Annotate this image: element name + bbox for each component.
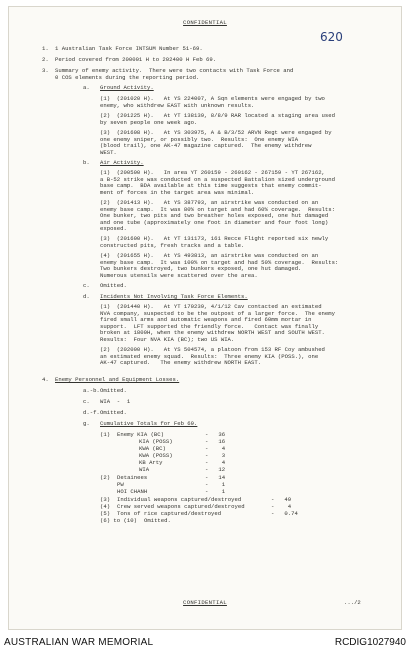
totals-row-label: WIA [139, 466, 150, 473]
text-line: and one tube (approximately one foot in diameter and four foot long) [100, 218, 329, 226]
totals-row-value: - 4 [205, 459, 226, 466]
section-d-heading: Incidents Not Involving Task Force Elements. [100, 293, 248, 300]
text-line: enemy base camp. It was 100% on target and had 50% coverage. Results: [100, 258, 339, 266]
text-line: (3) (201608 H). At YS 303975, A & B/3/52 ARVN Regt were engaged by [100, 129, 332, 136]
totals-row-label: PW [117, 481, 124, 488]
text-line: (2) (202000 H). At YS 504574, a platoon from 153 RF Coy ambushed [100, 346, 325, 353]
losses-c-text: WIA - 1 [100, 398, 131, 405]
text-line: Numerous utensils were scattered over the area. [100, 271, 258, 279]
losses-ab-letter: a.-b. [83, 387, 100, 394]
section-c-letter: c. [83, 282, 90, 289]
totals-row-value: - 36 [205, 431, 226, 438]
totals-3-number: (3) [100, 496, 111, 503]
continuation-marker: .../2 [344, 599, 361, 606]
archive-name: AUSTRALIAN WAR MEMORIAL [4, 637, 154, 648]
text-line: fired small arms and automatic weapons and fired 60mm mortar in [100, 316, 312, 323]
section-c-text: Omitted. [100, 282, 127, 289]
text-line: WEST. [100, 148, 117, 156]
totals-5-label: Tons of rice captured/destroyed [117, 510, 222, 517]
totals-4-label: Crew served weapons captured/destroyed [117, 503, 245, 510]
totals-row-label: Enemy KIA (BC) [117, 431, 164, 438]
totals-row-value: - 16 [205, 438, 226, 445]
text-line: broken at 1800H, when the enemy withdrew NORTH WEST and SOUTH WEST. [100, 329, 325, 336]
item-4-number: 4. [42, 376, 49, 383]
text-line: by seven people one week ago. [100, 118, 198, 126]
text-line: constructed pits, fresh tracks and a table. [100, 241, 245, 249]
text-line: (1) (201440 H). At YT 170239, 4/1/12 Cav contacted an estimated [100, 303, 322, 310]
totals-row-label: KWA (POSS) [139, 452, 173, 459]
text-line: (1) (200500 H). In area YT 260159 - 260162 - 267159 - YT 267162, [100, 169, 325, 176]
text-line: support. LFT supported the friendly force. Contact was finally [100, 322, 319, 330]
text-line: One bunker, two pits and two breather holes exposed, one hut damaged [100, 212, 329, 219]
losses-c-letter: c. [83, 398, 90, 405]
totals-5-value: - 0.74 [271, 510, 298, 517]
totals-row-value: - 1 [205, 481, 226, 488]
item-1-text: 1 Australian Task Force INTSUM Number 51-69. [55, 45, 203, 52]
text-line: NVA company, suspected to be the outpost of a larger force. The enemy [100, 309, 335, 317]
section-a-letter: a. [83, 84, 90, 91]
text-line: (2) (201225 H). At YT 138139, 8/8/9 RAR located a staging area used [100, 112, 335, 119]
text-line: ment of forces in the target area was minimal. [100, 188, 255, 196]
totals-1-number: (1) [100, 431, 111, 438]
totals-row-value: - 12 [205, 466, 226, 473]
losses-df-text: Omitted. [100, 409, 127, 416]
document-page [8, 6, 402, 630]
text-line: base camp. BDA available at this time suggests that enemy commit- [100, 182, 322, 189]
handwritten-reference: 620 [320, 30, 343, 44]
section-d-letter: d. [83, 293, 90, 300]
totals-row-label: KB Arty [139, 459, 163, 466]
section-b-heading: Air Activity. [100, 159, 144, 166]
text-line: a B-52 strike was conducted on a suspected Battalion sized underground [100, 175, 335, 183]
archive-footer [0, 632, 410, 654]
text-line: (1) (201020 H). At YS 224007, A Sqn elements were engaged by two [100, 95, 325, 102]
losses-ab-text: Omitted. [100, 387, 127, 394]
classification-header: CONFIDENTIAL [183, 19, 227, 26]
text-line: AK-47 captured. The enemy withdrew NORTH EAST. [100, 359, 262, 366]
item-2-number: 2. [42, 56, 49, 63]
text-line: Two bunkers destroyed, two bunkers exposed, one hut damaged. [100, 265, 302, 272]
totals-2-number: (2) [100, 474, 111, 481]
totals-row-label: KWA (BC) [139, 445, 166, 452]
classification-footer: CONFIDENTIAL [183, 599, 227, 606]
totals-4-number: (4) [100, 503, 111, 510]
section-a-heading: Ground Activity. [100, 84, 154, 91]
text-line: one enemy sniper, or possibly two. Results: One enemy WIA [100, 135, 299, 143]
text-line: (4) (201655 H). At YS 493813, an airstrike was conducted on an [100, 252, 319, 259]
totals-row-label: Detainees [117, 474, 148, 481]
text-line: enemy, who withdrew EAST with unknown results. [100, 101, 255, 109]
text-line: enemy base camp. It was 80% on target and had 60% coverage. Results: [100, 205, 335, 213]
totals-6-number: (6) to (10) [100, 517, 137, 524]
losses-g-letter: g. [83, 420, 90, 427]
totals-3-label: Individual weapons captured/destroyed [117, 496, 242, 503]
item-4-heading: Enemy Personnel and Equipment Losses. [55, 376, 180, 383]
text-line: an estimated enemy squad. Results: Three enemy KIA (POSS.), one [100, 352, 319, 360]
record-id: RCDIG1027940 [334, 637, 406, 648]
totals-6-text: Omitted. [144, 517, 171, 524]
item-2-text: Period covered from 200001 H to 202400 H Feb 69. [55, 56, 217, 63]
totals-row-label: HOI CHANH [117, 488, 148, 495]
totals-row-value: - 4 [205, 445, 226, 452]
text-line: exposed. [100, 225, 127, 232]
section-b-letter: b. [83, 159, 90, 166]
text-line: (3) (201600 H). At YT 131173, 161 Recce Flight reported six newly [100, 235, 329, 242]
losses-df-letter: d.-f. [83, 409, 100, 416]
totals-3-value: - 49 [271, 496, 292, 503]
losses-g-heading: Cumulative Totals for Feb 69. [100, 420, 198, 427]
totals-row-value: - 1 [205, 488, 226, 495]
text-line: (blood trail), one AK-47 magazine captured. The enemy withdrew [100, 142, 312, 149]
item-3-line: Summary of enemy activity. There were two contacts with Task Force and [55, 67, 294, 74]
totals-5-number: (5) [100, 510, 111, 517]
totals-row-value: - 14 [205, 474, 226, 481]
totals-row-label: KIA (POSS) [139, 438, 173, 445]
item-3-line: 0 COS elements during the reporting period. [55, 73, 200, 81]
item-1-number: 1. [42, 45, 49, 52]
text-line: (2) (201413 H). At YS 387793, an airstrike was conducted on an [100, 199, 319, 206]
totals-4-value: - 4 [271, 503, 292, 510]
item-3-number: 3. [42, 67, 49, 74]
text-line: Results: Four NVA KIA (BC); two US WIA. [100, 335, 235, 343]
totals-row-value: - 3 [205, 452, 226, 459]
